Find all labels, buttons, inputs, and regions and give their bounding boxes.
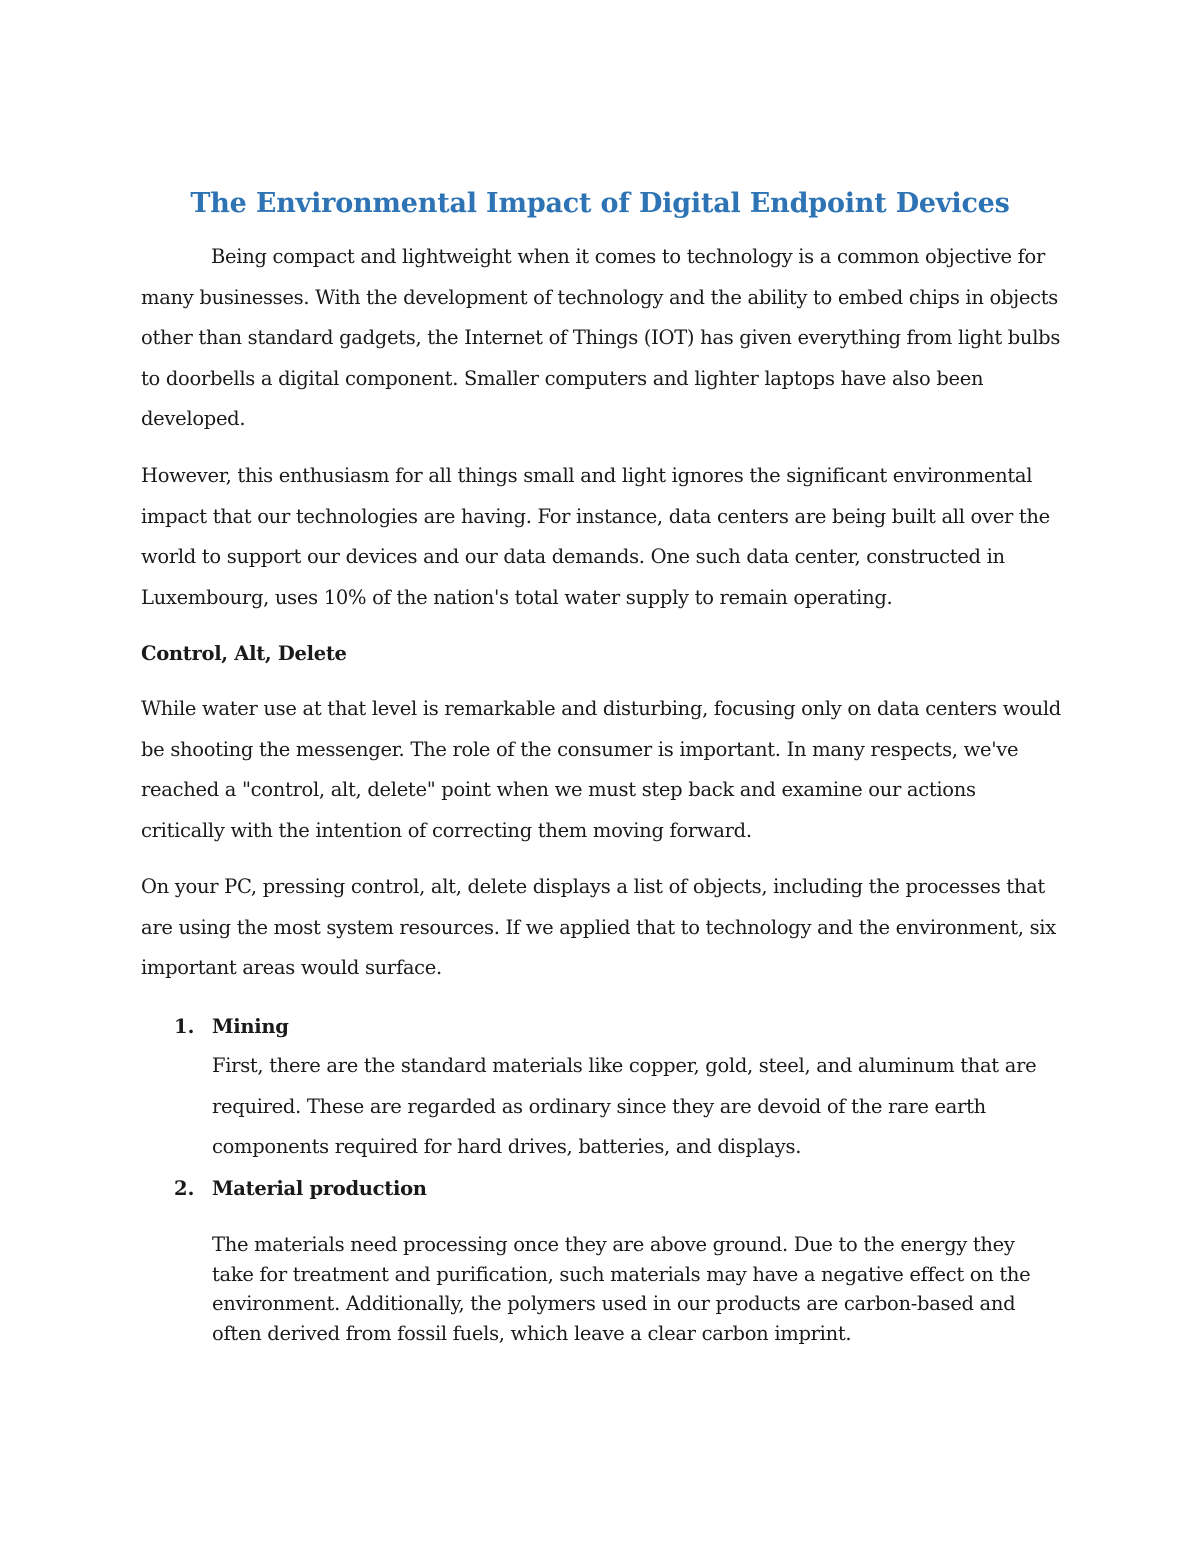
environmental-impact-paragraph: However, this enthusiasm for all things small and light ignores the significant environmental impact that our technologies are having. For instance, data centers are being built all over the world to support our devices and our data demands. One such data center, constructed in Luxembourg, uses 10% of the nation's total water supply to remain operating. <box>141 464 1050 609</box>
list-item-title: Mining <box>212 1015 289 1038</box>
list-item-number: 1. <box>174 1015 195 1038</box>
list-item-text: First, there are the standard materials like copper, gold, steel, and aluminum that are required. These are regarded as ordinary since they are devoid of the rare earth components required for hard drives, batteries, and displays. <box>212 1054 1037 1158</box>
list-item-number: 2. <box>174 1177 195 1200</box>
list-item-title: Material production <box>212 1177 427 1200</box>
consumer-role-paragraph: While water use at that level is remarkable and disturbing, focusing only on data centers would be shooting the messenger. The role of the consumer is important. In many respects, we've reached a "control, alt, delete" point when we must step back and examine our actions critically with the intention of correcting them moving forward. <box>141 697 1061 842</box>
pc-analogy-paragraph: On your PC, pressing control, alt, delete displays a list of objects, including the processes that are using the most system resources. If we applied that to technology and the environment, six important areas would surface. <box>141 875 1056 979</box>
list-item-text: The materials need processing once they are above ground. Due to the energy they take for treatment and purification, such materials may have a negative effect on the environment. Additionally, the polymers used in our products are carbon-based and often derived from fossil fuels, which leave a clear carbon imprint. <box>212 1233 1031 1345</box>
document-title: The Environmental Impact of Digital Endpoint Devices <box>190 188 1010 219</box>
section-heading: Control, Alt, Delete <box>141 642 347 665</box>
intro-paragraph: Being compact and lightweight when it comes to technology is a common objective for many businesses. With the development of technology and the ability to embed chips in objects other than standard gadgets, the Internet of Things (IOT) has given everything from light bulbs to doorbells a digital component. Smaller computers and lighter laptops have also been developed. <box>141 245 1061 430</box>
